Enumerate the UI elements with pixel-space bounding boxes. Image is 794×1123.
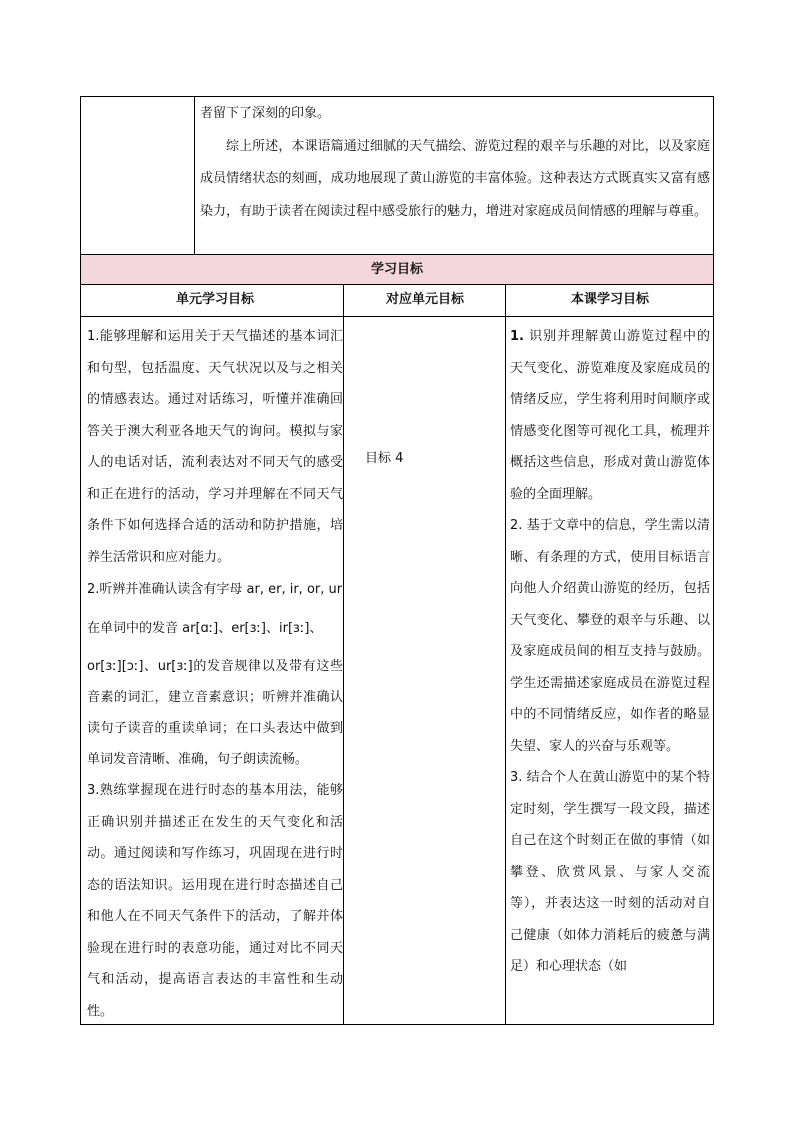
intro-summary: 综上所述，本课语篇通过细腻的天气描绘、游览过程的艰辛与乐趣的对比，以及家庭成员情绪状态的刻画，成功地展现了黄山游览的丰富体验。这种表达方式既真实又富有感染力，有助于读者在阅读过程中感受旅行的魅力，增进对家庭成员间情感的理解与尊重。: [200, 138, 710, 219]
unit-goal-2-rest: or[ɜː][ɔː]、ur[ɜː]的发音规律以及带有这些音素的词汇，建立音素意识；听辨并准确认读句子读音的重读单词；在口头表达中做到单词发音清晰、准确，句子朗读流畅。: [87, 659, 343, 767]
table-rule-col2: [505, 284, 506, 1025]
intro-continuation: 者留下了深刻的印象。: [200, 106, 331, 121]
table-border-left: [80, 96, 81, 1025]
table-rule-top-col: [194, 96, 195, 255]
lesson-goal-1-number: 1.: [510, 329, 524, 344]
intro-text-block: [200, 98, 710, 228]
header-lesson-goals: 本课学习目标: [570, 292, 649, 307]
table-rule-col1: [343, 284, 344, 1025]
unit-goal-2-line1: 2.听辨并准确认读含有字母 ar, er, ir, or, ur: [87, 582, 343, 597]
lesson-goal-2-text: 基于文章中的信息，学生需以清晰、有条理的方式，使用目标语言向他人介绍黄山游览的经历，包括天气变化、攀登的艰辛与乐趣、以及家庭成员间的相互支持与鼓励。学生还需描述家庭成员在游览过程中的不同情绪反应，如作者的略显失望、家人的兴奋与乐观等。: [510, 518, 710, 754]
table-border-bottom: [80, 1024, 714, 1025]
mapped-goal-value: 目标 4: [365, 451, 404, 466]
lesson-goal-1-text: 识别并理解黄山游览过程中的天气变化、游览难度及家庭成员的情绪反应，学生将利用时间顺序或情感变化图等可视化工具，梳理并概括这些信息，形成对黄山游览体验的全面理解。: [510, 329, 710, 502]
unit-goal-3: 3.熟练掌握现在进行时态的基本用法，能够正确识别并描述正在发生的天气变化和活动。通过阅读和写作练习，巩固现在进行时态的语法知识。运用现在进行时态描述自己和他人在不同天气条件下的活动，了解并体验现在进行时的表意功能，通过对比不同天气和活动，提高语言表达的丰富性和生动性。: [87, 783, 343, 1019]
lesson-goal-2: [510, 510, 710, 762]
unit-goal-1: 1.能够理解和运用关于天气描述的基本词汇和句型，包括温度、天气状况以及与之相关的情感表达。通过对话练习，听懂并准确回答关于澳大利亚各地天气的询问。模拟与家人的电话对话，流利表达对不同天气的感受和正在进行的活动，学习并理解在不同天气条件下如何选择合适的活动和防护措施，培养生活常识和应对能力。: [87, 329, 343, 565]
header-unit-goals: 单元学习目标: [175, 292, 254, 307]
lesson-goal-2-number: 2.: [510, 518, 523, 533]
table-rule-banner-bottom: [80, 284, 714, 285]
lesson-goals-cell: [510, 321, 710, 1021]
lesson-goal-3-text: 结合个人在黄山游览中的某个特定时刻，学生撰写一段文段，描述自己在这个时刻正在做的事情（如攀登、欣赏风景、与家人交流等），并表达这一时刻的活动对自己健康（如体力消耗后的疲惫与满足）和心理状态（如: [510, 770, 710, 974]
lesson-goal-3: [510, 762, 710, 983]
header-mapped-goal: 对应单元目标: [385, 292, 464, 307]
table-rule-banner-top: [80, 254, 714, 255]
lesson-goal-1: [510, 321, 710, 510]
unit-goals-cell: [87, 321, 343, 1027]
table-border-right: [713, 96, 714, 1025]
unit-goal-2-line2: 在单词中的发音 ar[ɑː]、er[ɜː]、ir[ɜː]、: [87, 621, 323, 636]
section-title: 学习目标: [370, 262, 423, 277]
table-rule-header-bottom: [80, 316, 714, 317]
lesson-goal-3-number: 3.: [510, 770, 523, 785]
table-border-top: [80, 96, 714, 97]
